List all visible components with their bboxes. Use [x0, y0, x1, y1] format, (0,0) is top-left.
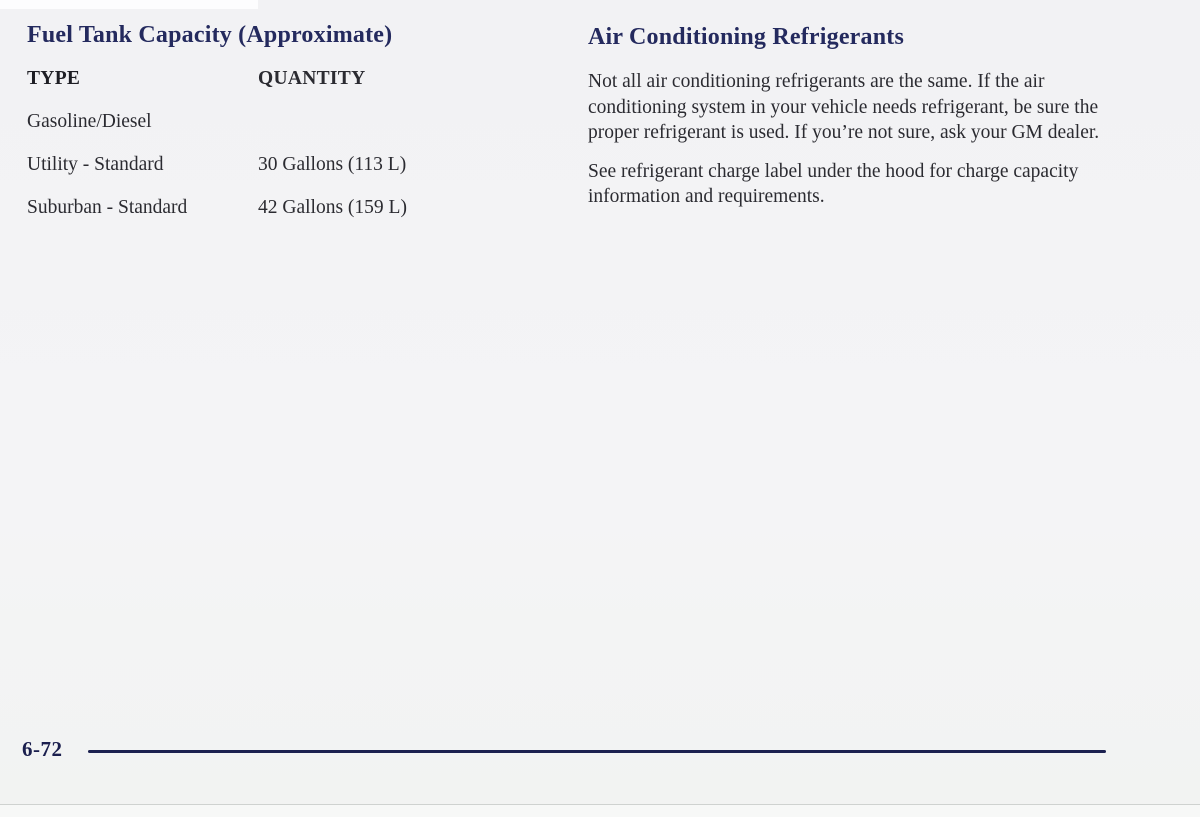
fuel-tank-capacity-title: Fuel Tank Capacity (Approximate)	[27, 22, 393, 48]
table-header-row	[27, 67, 562, 91]
table-cell-type: Utility - Standard	[27, 154, 164, 175]
fuel-tank-capacity-section	[27, 20, 562, 220]
table-cell-quantity: 42 Gallons (159 L)	[258, 197, 407, 218]
table-cell-quantity	[258, 110, 562, 134]
table-row	[27, 196, 562, 220]
table-header-type: TYPE	[27, 68, 81, 89]
footer-rule	[88, 750, 1106, 753]
air-conditioning-refrigerants-title: Air Conditioning Refrigerants	[588, 24, 905, 50]
refrigerant-charge-label-paragraph: See refrigerant charge label under the hood for charge capacity information and requirements.	[588, 160, 1079, 207]
scan-artifact-top	[0, 0, 258, 9]
table-header-quantity: QUANTITY	[258, 68, 366, 89]
scan-artifact-bottom	[0, 804, 1200, 817]
table-cell-quantity: 30 Gallons (113 L)	[258, 154, 407, 175]
air-conditioning-refrigerants-section	[588, 22, 1100, 210]
table-cell-type: Suburban - Standard	[27, 197, 188, 218]
fuel-tank-capacity-table	[27, 67, 562, 220]
table-row	[27, 110, 562, 134]
table-row	[27, 153, 562, 177]
page-number: 6-72	[22, 737, 63, 761]
refrigerants-paragraph: Not all air conditioning refrigerants are the same. If the air conditioning system in your vehicle needs refrigerant, be sure the proper refrigerant is used. If you’re not sure, ask your GM dealer.	[588, 71, 1100, 143]
table-cell-type: Gasoline/Diesel	[27, 111, 152, 132]
